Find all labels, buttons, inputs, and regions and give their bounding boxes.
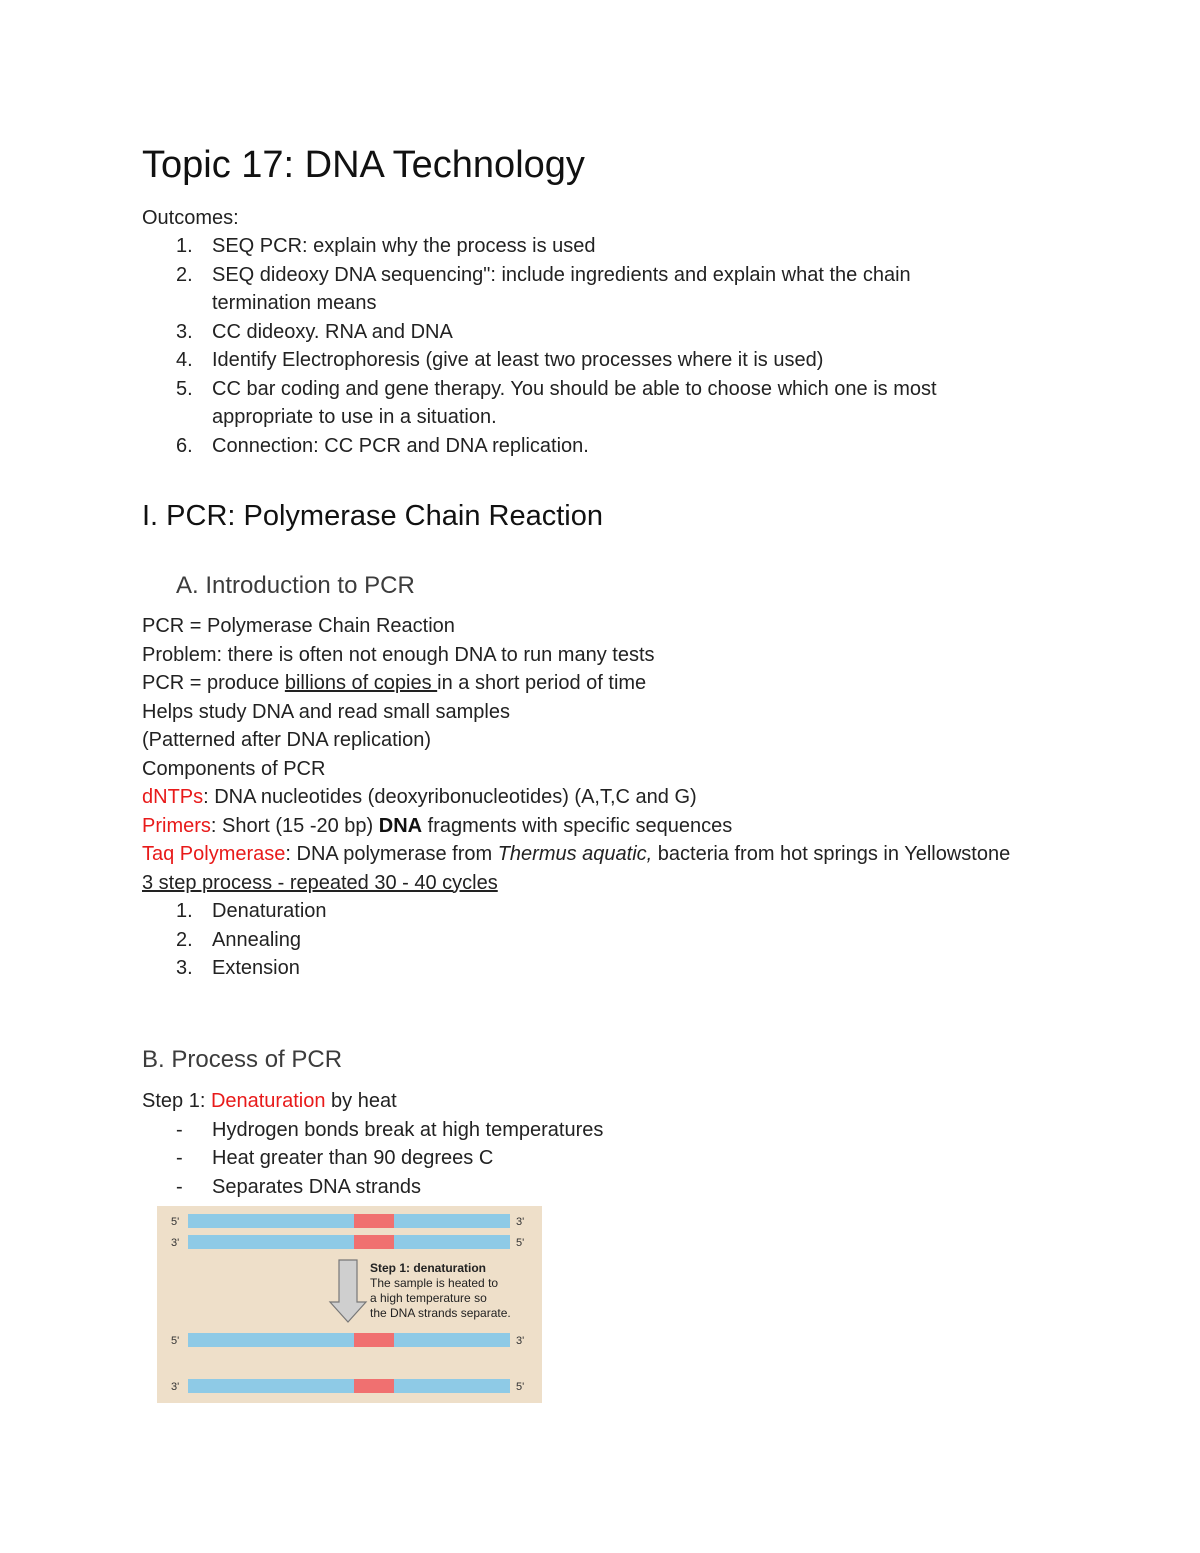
term-primers: Primers [142,814,211,837]
step1-section [142,1087,1022,1201]
strand-label-3p: 3' [516,1216,525,1228]
list-item [142,318,1002,347]
underlined-text: billions of copies [284,672,438,694]
step1-line [142,1087,1022,1116]
page-title: Topic 17: DNA Technology [142,144,585,186]
list-item [142,432,1002,461]
list-number: 1. [176,900,193,922]
list-item [142,1116,1022,1145]
list-item [142,261,1002,318]
outcomes-list [142,232,1002,460]
list-number: 5. [176,377,193,400]
intro-section [142,612,1022,983]
definition: : DNA nucleotides (deoxyribonucleotides) (A,T,C and G) [203,786,697,808]
list-item [142,1144,1022,1173]
list-number: 1. [176,235,193,257]
strand-label-5p: 5' [171,1216,180,1228]
list-number: 3. [176,957,193,979]
text-run: in a short period of time [437,672,647,694]
list-text: Hydrogen bonds break at high temperatures [212,1118,604,1141]
process-line: 3 step process - repeated 30 - 40 cycles [142,871,498,894]
text-run: Step 1: [142,1090,211,1112]
text-run: by heat [325,1090,397,1112]
list-number: 2. [176,928,193,951]
list-number: 2. [176,263,193,286]
list-item [142,954,1022,983]
dash-bullet: - [176,1175,183,1198]
list-item [142,926,1022,955]
component-taq [142,840,1022,869]
term-denaturation: Denaturation [210,1090,326,1112]
steps-list [142,897,1022,983]
list-text: SEQ dideoxy DNA sequencing": include ingredients and explain what the chain termination means [212,263,911,314]
list-number: 6. [176,434,193,457]
definition: : Short (15 -20 bp) [210,814,379,837]
subheading-process: B. Process of PCR [142,1046,343,1073]
strand-label-5p: 5' [516,1237,525,1249]
list-text: CC bar coding and gene therapy. You should be able to choose which one is most appropriate to use in a situation. [212,377,937,428]
intro-line: Helps study DNA and read small samples [142,700,510,723]
list-text: Heat greater than 90 degrees C [212,1147,494,1169]
dash-bullet: - [176,1147,183,1169]
component-dntps [142,783,1022,812]
list-number: 3. [176,320,193,343]
definition: bacteria from hot springs in Yellowstone [652,843,1011,865]
list-number: 4. [176,349,193,371]
italic-text: Thermus aquatic, [497,843,653,865]
definition: fragments with specific sequences [422,814,733,837]
component-primers [142,812,1022,841]
dna-strand [188,1214,510,1228]
denaturation-figure [157,1206,542,1403]
subheading-introduction: A. Introduction to PCR [176,572,415,599]
intro-line: Problem: there is often not enough DNA to run many tests [142,643,655,666]
bullet-list [142,1116,1022,1202]
intro-line: Components of PCR [142,757,326,780]
outcomes-label: Outcomes: [142,207,239,229]
list-text: Connection: CC PCR and DNA replication. [212,434,589,457]
text-run: PCR = produce [142,672,285,694]
target-region [354,1214,394,1228]
list-item [142,1173,1022,1202]
strand-label-3p: 3' [171,1381,180,1393]
list-item [142,897,1022,926]
strand-label-5p: 5' [516,1381,525,1393]
dna-strand [188,1333,510,1347]
strand-label-3p: 3' [171,1237,180,1249]
list-text: Extension [212,957,300,979]
target-region [354,1333,394,1347]
term-taq: Taq Polymerase [142,843,286,865]
bold-text: DNA [378,814,423,837]
dna-strand [188,1379,510,1393]
strand-label-5p: 5' [171,1335,180,1347]
list-text: Denaturation [212,900,327,922]
dna-strand [188,1235,510,1249]
list-item [142,346,1002,375]
list-text: Identify Electrophoresis (give at least two processes where it is used) [212,349,824,371]
intro-line: PCR = Polymerase Chain Reaction [142,615,455,637]
list-item [142,375,1002,432]
list-text: CC dideoxy. RNA and DNA [212,320,453,343]
caption-title: Step 1: denaturation [370,1261,487,1275]
list-item [142,232,1002,261]
caption-line: a high temperature so [370,1291,487,1305]
definition: : DNA polymerase from [285,843,498,865]
target-region [354,1379,394,1393]
list-text: Separates DNA strands [212,1175,421,1198]
caption-line: The sample is heated to [370,1276,499,1290]
term-dntps: dNTPs [142,786,204,808]
list-text: Annealing [212,928,301,951]
list-text: SEQ PCR: explain why the process is used [212,235,596,257]
target-region [354,1235,394,1249]
section-heading-pcr: I. PCR: Polymerase Chain Reaction [142,500,603,532]
intro-line [142,669,1022,698]
caption-line: the DNA strands separate. [370,1306,511,1320]
dash-bullet: - [176,1118,183,1141]
strand-label-3p: 3' [516,1335,525,1347]
intro-line: (Patterned after DNA replication) [142,729,432,751]
